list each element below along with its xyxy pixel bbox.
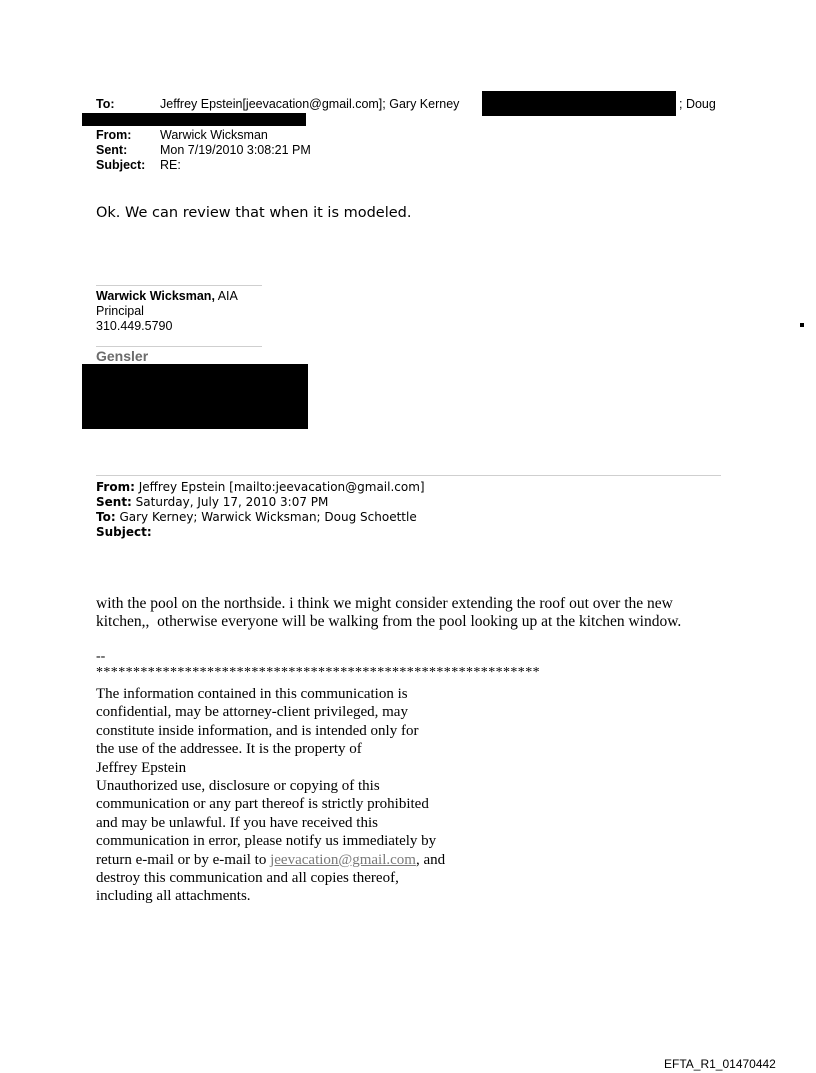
disclaimer-line: Jeffrey Epstein (96, 759, 187, 776)
disclaimer-line: the use of the addressee. It is the property of (96, 741, 362, 758)
to-value-tail: ; Doug (679, 97, 716, 111)
signature-phone: 310.449.5790 (96, 319, 173, 333)
disclaimer-line: destroy this communication and all copies thereof, (96, 870, 399, 887)
disclaimer-text: , and (415, 851, 446, 868)
quoted-subject-label: Subject: (96, 525, 152, 539)
disclaimer-line: and may be unlawful. If you have received this (96, 814, 378, 831)
from-value: Warwick Wicksman (160, 128, 268, 142)
quoted-from-label: From: (96, 480, 135, 494)
quoted-to-label: To: (96, 510, 116, 524)
quoted-sent-value: Saturday, July 17, 2010 3:07 PM (131, 495, 329, 509)
redaction-box (82, 113, 306, 126)
quoted-header (96, 480, 425, 540)
subject-value: RE: (160, 158, 181, 172)
signature-title: Principal (96, 304, 144, 318)
redaction-box (82, 364, 308, 429)
scan-mark (800, 323, 804, 327)
signature-credential: AIA (214, 289, 238, 303)
redaction-box (482, 91, 676, 116)
disclaimer (96, 685, 445, 906)
signature (96, 289, 238, 334)
signature-divider (96, 346, 262, 347)
reply-body: Ok. We can review that when it is modeled. (96, 205, 412, 221)
disclaimer-line: communication in error, please notify us immediately by (96, 833, 437, 850)
disclaimer-line: Unauthorized use, disclosure or copying of this (96, 778, 380, 795)
signature-separator: -- (96, 649, 106, 664)
quoted-body-line: kitchen,, otherwise everyone will be walking from the pool looking up at the kitchen window. (96, 613, 682, 630)
quoted-to-value: Gary Kerney; Warwick Wicksman; Doug Schoettle (115, 510, 417, 524)
sent-value: Mon 7/19/2010 3:08:21 PM (160, 143, 311, 157)
email-link[interactable]: jeevacation@gmail.com (270, 851, 416, 868)
disclaimer-line: including all attachments. (96, 888, 251, 905)
quoted-body (96, 595, 681, 631)
quoted-sent-label: Sent: (96, 495, 132, 509)
disclaimer-text: return e-mail or by e-mail to (96, 851, 271, 868)
to-value: Jeffrey Epstein[jeevacation@gmail.com]; Gary Kerney (160, 97, 460, 111)
disclaimer-email-line (96, 851, 445, 869)
sent-label: Sent: (96, 143, 128, 157)
signature-divider (96, 285, 262, 286)
from-label: From: (96, 128, 132, 142)
disclaimer-line: The information contained in this communication is (96, 686, 408, 702)
asterisk-line: ************************************************************ (96, 665, 540, 680)
disclaimer-line: communication or any part thereof is strictly prohibited (96, 796, 429, 813)
quoted-body-line: with the pool on the northside. i think we might consider extending the roof out over the new (96, 595, 673, 612)
company-name: Gensler (96, 348, 149, 364)
disclaimer-line: confidential, may be attorney-client privileged, may (96, 704, 408, 721)
disclaimer-line: constitute inside information, and is intended only for (96, 722, 419, 739)
to-label: To: (96, 97, 115, 111)
quoted-from-value: Jeffrey Epstein [mailto:jeevacation@gmail.com] (134, 480, 425, 494)
quote-divider (96, 475, 721, 476)
subject-label: Subject: (96, 158, 146, 172)
document-id: EFTA_R1_01470442 (664, 1057, 776, 1071)
signature-name: Warwick Wicksman, (96, 289, 215, 303)
